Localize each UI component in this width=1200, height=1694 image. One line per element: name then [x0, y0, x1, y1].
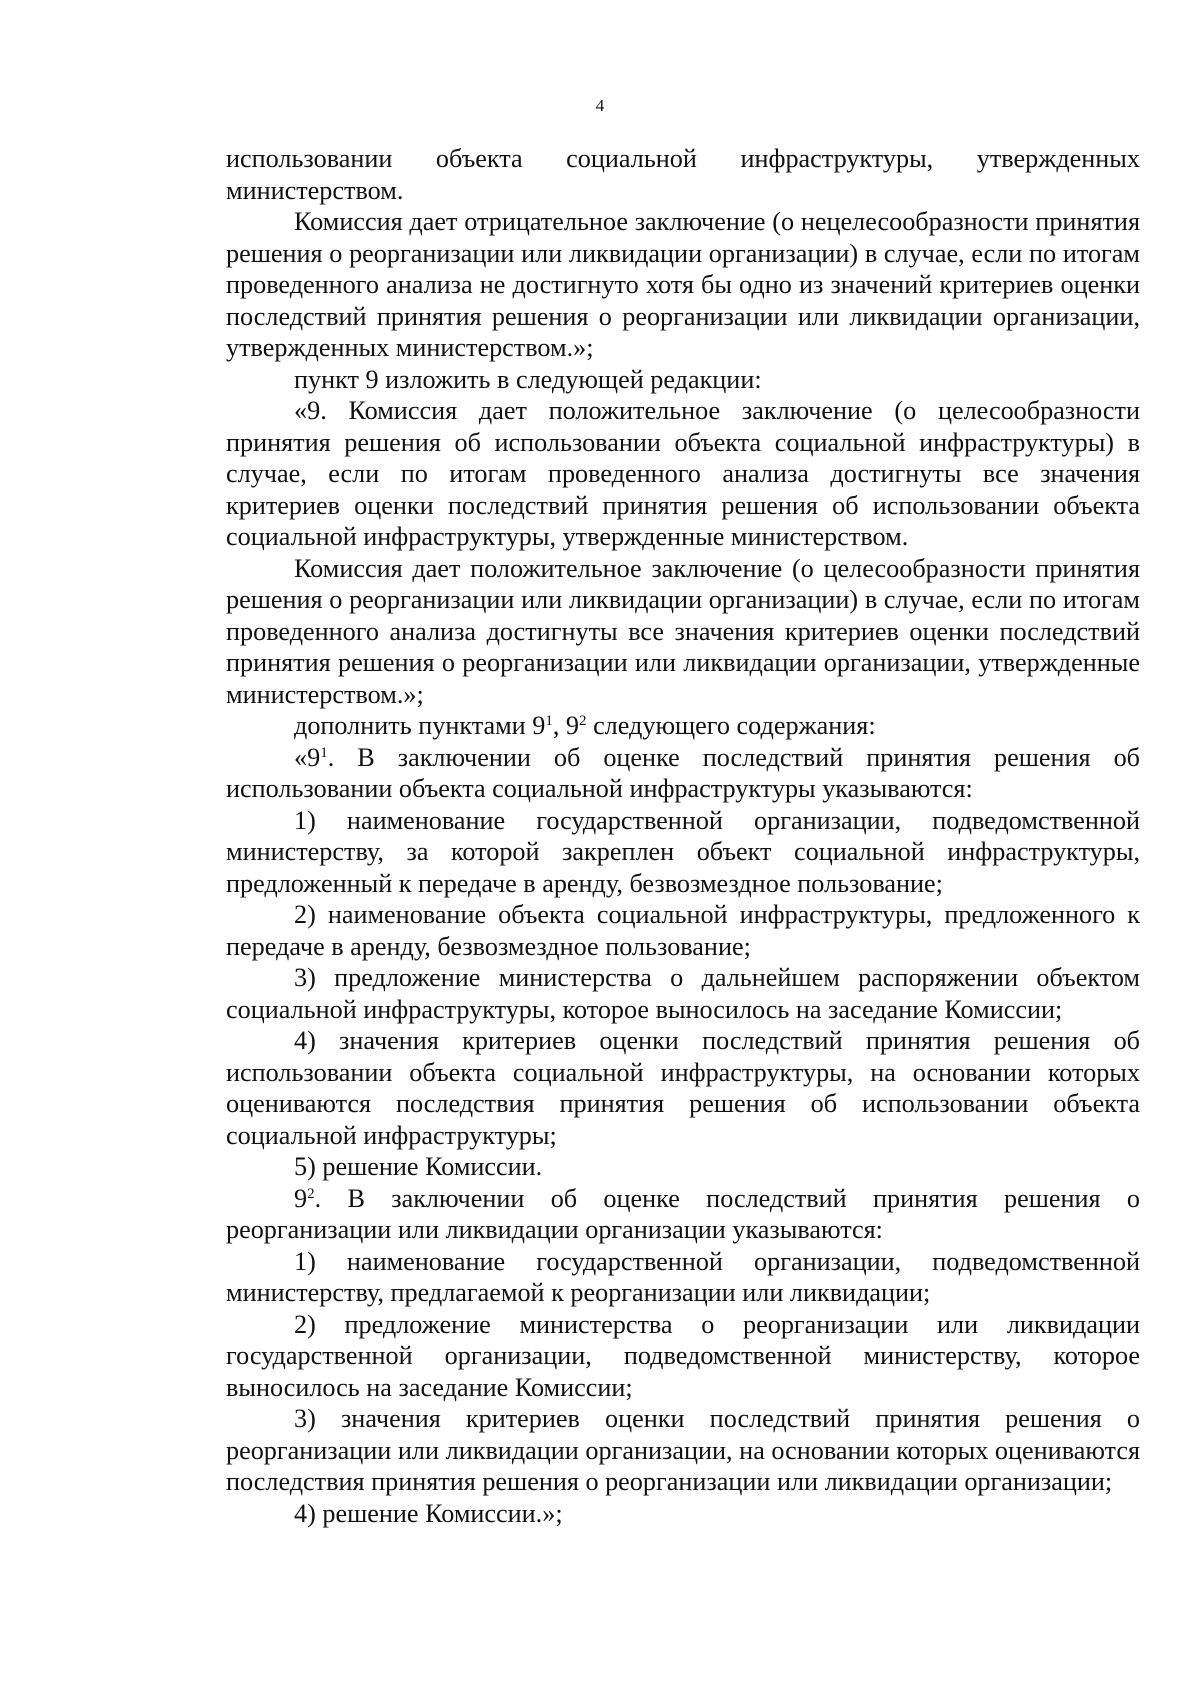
list-item: 1) наименование государственной организации, подведомственной министерству, за которой закреплен объект социальной инфраструктуры, предложенный к передаче в аренду, безвозмездное пользование;	[226, 805, 1140, 898]
text-fragment: . В заключении об оценке последствий принятия решения о реорганизации или ликвидации организации указываются:	[226, 1183, 1140, 1244]
list-item: 1) наименование государственной организации, подведомственной министерству, предлагаемой к реорганизации или ликвидации;	[226, 1246, 1140, 1307]
text-fragment: 9	[294, 1183, 308, 1213]
list-item: 3) значения критериев оценки последствий принятия решения о реорганизации или ликвидации организации, на основании которых оцениваются последствия принятия решения о реорганизации или ликвидации организации;	[226, 1404, 1140, 1496]
paragraph-supplement-points	[226, 710, 1140, 742]
document-body	[226, 143, 1140, 1529]
text-fragment: . В заключении об оценке последствий принятия решения об использовании объекта социальной инфраструктуры указываются:	[226, 742, 1140, 803]
text-fragment: , 9	[552, 711, 580, 740]
paragraph-point-9-2	[226, 1183, 1140, 1246]
paragraph-negative-conclusion: Комиссия дает отрицательное заключение (о нецелесообразности принятия решения о реорганизации или ликвидации организации) в случае, если по итогам проведенного анализа не достигнуто хотя бы одно из значений критериев оценки последствий принятия решения о реорганизации или ликвидации организации, утвержденных министерством.»;	[226, 207, 1140, 362]
text-fragment: «9	[294, 742, 321, 772]
list-item: 5) решение Комиссии.	[294, 1152, 543, 1181]
list-item: 4) значения критериев оценки последствий принятия решения об использовании объекта социальной инфраструктуры, на основании которых оцениваются последствия принятия решения об использовании объекта социальной инфраструктуры;	[226, 1026, 1140, 1150]
superscript: 2	[307, 1185, 315, 1202]
paragraph-point-9: «9. Комиссия дает положительное заключение (о целесообразности принятия решения об использовании объекта социальной инфраструктуры) в случае, если по итогам проведенного анализа достигнуты все значения критериев оценки последствий принятия решения об использовании объекта социальной инфраструктуры, утвержденные министерством.	[226, 396, 1140, 551]
superscript: 1	[545, 713, 553, 729]
text-fragment: дополнить пунктами 9	[294, 711, 546, 740]
paragraph-amend-point-9: пункт 9 изложить в следующей редакции:	[294, 364, 762, 394]
paragraph-continuation: использовании объекта социальной инфраструктуры, утвержденных министерством.	[226, 144, 1140, 205]
list-item: 4) решение Комиссии.»;	[294, 1498, 563, 1528]
paragraph-positive-conclusion: Комиссия дает положительное заключение (о целесообразности принятия решения о реорганизации или ликвидации организации) в случае, если по итогам проведенного анализа достигнуты все значения критериев оценки последствий принятия решения о реорганизации или ликвидации организации, утвержденные министерством.»;	[226, 553, 1140, 709]
list-item: 2) предложение министерства о реорганизации или ликвидации государственной организации, подведомственной министерству, которое выносилось на заседание Комиссии;	[226, 1309, 1140, 1402]
list-item: 2) наименование объекта социальной инфраструктуры, предложенного к передаче в аренду, безвозмездное пользование;	[226, 900, 1140, 961]
superscript: 2	[579, 713, 587, 729]
page-number: 4	[595, 96, 605, 115]
superscript: 1	[320, 744, 328, 761]
list-item: 3) предложение министерства о дальнейшем распоряжении объектом социальной инфраструктуры, которое выносилось на заседание Комиссии;	[226, 963, 1140, 1024]
paragraph-point-9-1	[226, 742, 1140, 805]
text-fragment: следующего содержания:	[586, 711, 876, 740]
